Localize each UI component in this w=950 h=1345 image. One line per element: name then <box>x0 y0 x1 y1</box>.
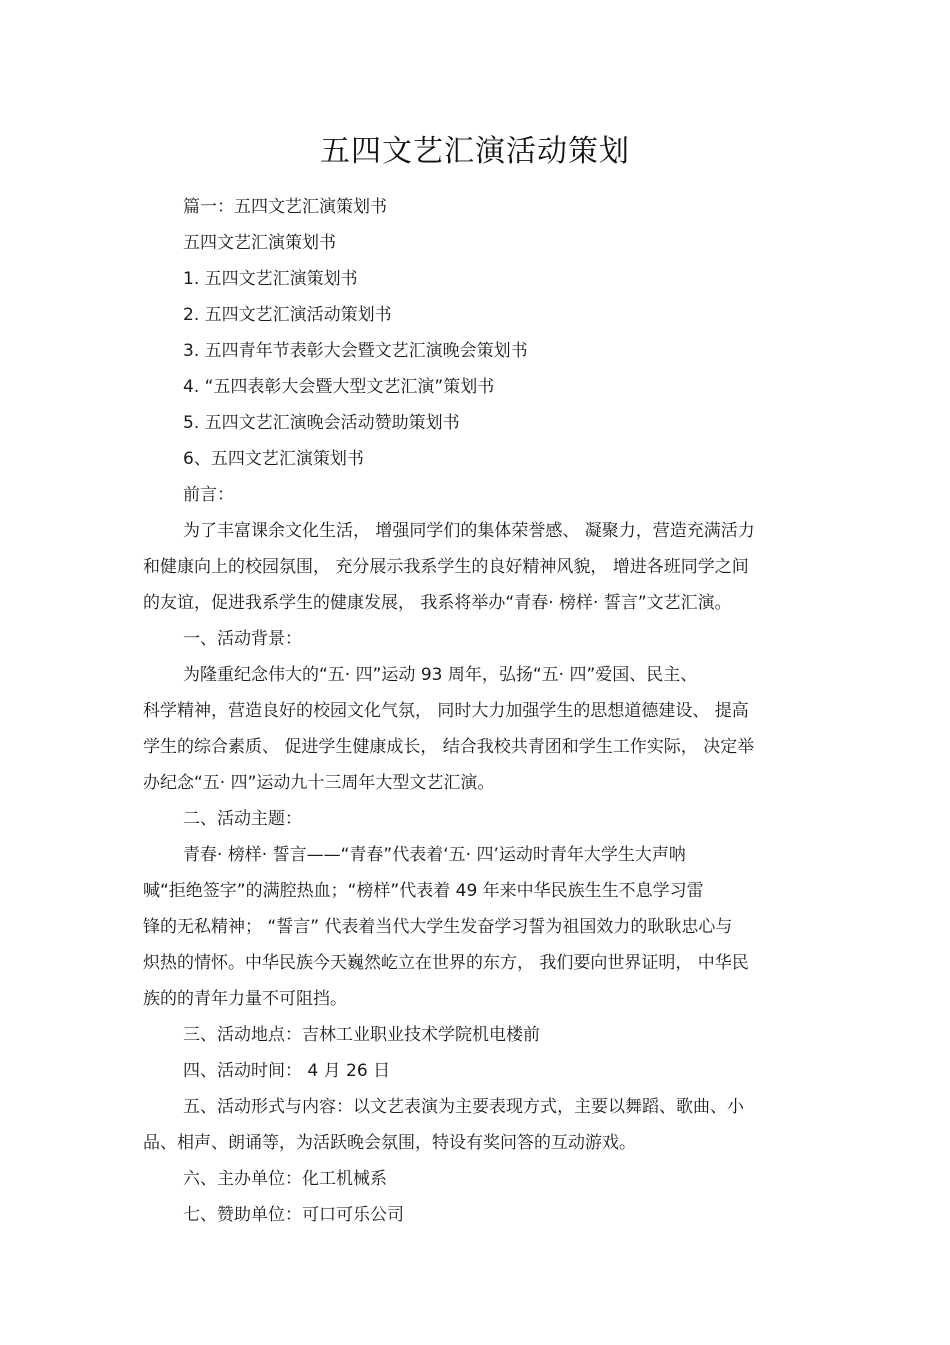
text-line: 品、相声、朗诵等，为活跃晚会氛围，特设有奖问答的互动游戏。 <box>143 1133 636 1153</box>
text-line: 炽热的情怀。中华民族今天巍然屹立在世界的东方， 我们要向世界证明， 中华民 <box>143 953 749 973</box>
text-line: 办纪念“五· 四”运动九十三周年大型文艺汇演。 <box>143 773 495 793</box>
text-line: 5. 五四文艺汇演晚会活动赞助策划书 <box>183 413 460 433</box>
text-line: 2. 五四文艺汇演活动策划书 <box>183 305 392 325</box>
document-title: 五四文艺汇演活动策划 <box>320 134 630 169</box>
text-line: 喊“拒绝签字”的满腔热血；“榜样”代表着 49 年来中华民族生生不息学习雷 <box>143 881 704 901</box>
text-line: 3. 五四青年节表彰大会暨文艺汇演晚会策划书 <box>183 341 528 361</box>
text-line: 4. “五四表彰大会暨大型文艺汇演”策划书 <box>183 377 495 397</box>
text-line: 七、赞助单位：可口可乐公司 <box>183 1205 404 1225</box>
text-line: 为隆重纪念伟大的“五· 四”运动 93 周年，弘扬“五· 四”爱国、民主、 <box>183 665 698 685</box>
text-line: 和健康向上的校园氛围， 充分展示我系学生的良好精神风貌， 增进各班同学之间 <box>143 557 749 577</box>
text-line: 锋的无私精神； “誓言” 代表着当代大学生发奋学习誓为祖国效力的耿耿忠心与 <box>143 917 733 937</box>
text-line: 的友谊，促进我系学生的健康发展， 我系将举办“青春· 榜样· 誓言”文艺汇演。 <box>143 593 732 613</box>
text-line: 二、活动主题： <box>183 809 302 829</box>
text-line: 四、活动时间： 4 月 26 日 <box>183 1061 391 1081</box>
text-line: 一、活动背景： <box>183 629 302 649</box>
text-line: 三、活动地点：吉林工业职业技术学院机电楼前 <box>183 1025 540 1045</box>
text-line: 篇一：五四文艺汇演策划书 <box>183 197 387 217</box>
text-line: 青春· 榜样· 誓言——“青春”代表着‘五· 四’运动时青年大学生大声呐 <box>183 845 686 865</box>
text-line: 前言： <box>183 485 234 505</box>
text-line: 五四文艺汇演策划书 <box>183 233 336 253</box>
text-line: 1. 五四文艺汇演策划书 <box>183 269 358 289</box>
document-body <box>143 189 808 1233</box>
text-line: 五、活动形式与内容：以文艺表演为主要表现方式，主要以舞蹈、歌曲、小 <box>183 1097 744 1117</box>
text-line: 六、主办单位：化工机械系 <box>183 1169 387 1189</box>
text-line: 6、五四文艺汇演策划书 <box>183 449 364 469</box>
text-line: 学生的综合素质、 促进学生健康成长， 结合我校共青团和学生工作实际， 决定举 <box>143 737 755 757</box>
text-line: 为了丰富课余文化生活， 增强同学们的集体荣誉感、 凝聚力，营造充满活力 <box>183 521 755 541</box>
text-line: 族的的青年力量不可阻挡。 <box>143 989 347 1009</box>
text-line: 科学精神，营造良好的校园文化气氛， 同时大力加强学生的思想道德建设、 提高 <box>143 701 749 721</box>
